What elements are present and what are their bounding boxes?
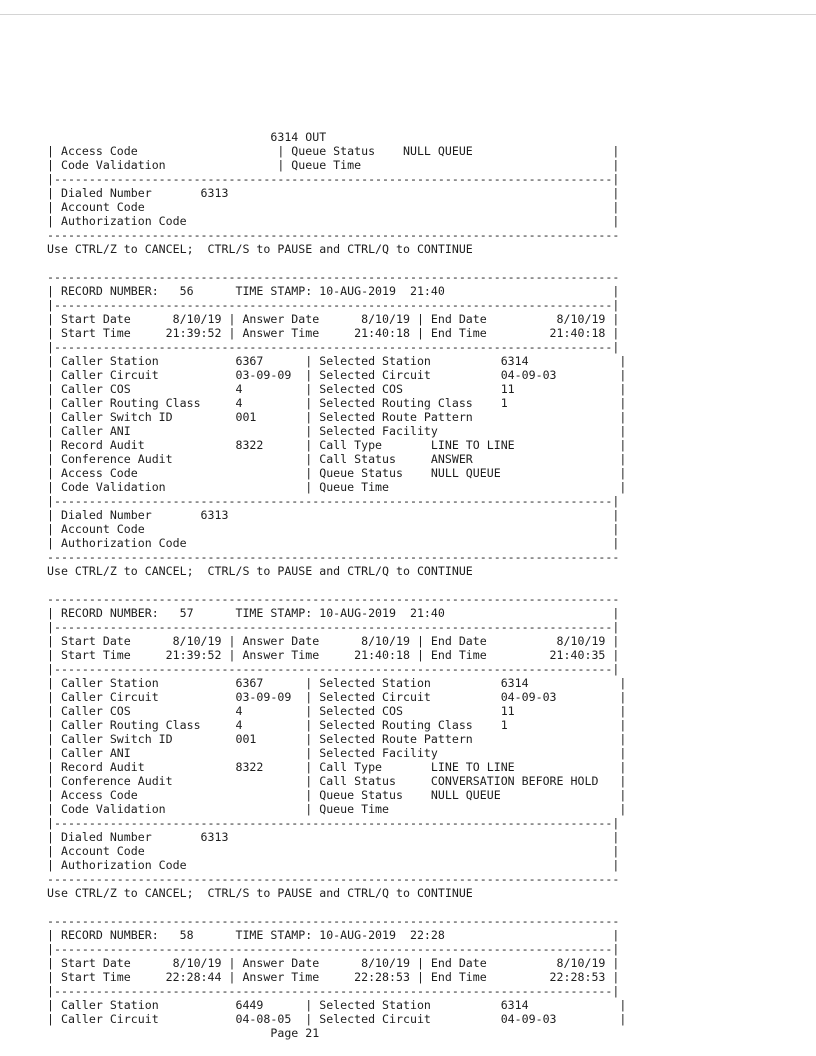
text-line: | Caller Station 6367 | Selected Station 6314 | bbox=[47, 354, 627, 368]
text-line: | Caller Station 6367 | Selected Station 6314 | bbox=[47, 676, 627, 690]
text-line: | Dialed Number 6313 | bbox=[47, 508, 620, 522]
text-line: | Caller Switch ID 001 | Selected Route Pattern | bbox=[47, 732, 627, 746]
text-line: ---------------------------------------------------------------------------------- bbox=[47, 914, 620, 928]
text-line: | Caller COS 4 | Selected COS 11 | bbox=[47, 382, 627, 396]
text-line: | RECORD NUMBER: 56 TIME STAMP: 10-AUG-2019 21:40 | bbox=[47, 284, 620, 298]
text-line: | Code Validation | Queue Time | bbox=[47, 158, 620, 172]
page-number: Page 21 bbox=[47, 1026, 320, 1040]
text-line: ---------------------------------------------------------------------------------- bbox=[47, 270, 620, 284]
text-line: | Account Code | bbox=[47, 200, 620, 214]
text-line: |--------------------------------------------------------------------------------| bbox=[47, 984, 620, 998]
text-line: Use CTRL/Z to CANCEL; CTRL/S to PAUSE and CTRL/Q to CONTINUE bbox=[47, 242, 473, 256]
text-line: | Record Audit 8322 | Call Type LINE TO LINE | bbox=[47, 760, 627, 774]
text-line bbox=[47, 900, 697, 914]
text-line: | RECORD NUMBER: 57 TIME STAMP: 10-AUG-2019 21:40 | bbox=[47, 606, 620, 620]
text-line: | Dialed Number 6313 | bbox=[47, 186, 620, 200]
text-line: | Caller Routing Class 4 | Selected Routing Class 1 | bbox=[47, 718, 627, 732]
scan-edge-line bbox=[0, 14, 816, 15]
text-line: ---------------------------------------------------------------------------------- bbox=[47, 550, 620, 564]
text-line: |--------------------------------------------------------------------------------| bbox=[47, 340, 620, 354]
text-line: |--------------------------------------------------------------------------------| bbox=[47, 172, 620, 186]
text-line: | Caller Circuit 03-09-09 | Selected Circuit 04-09-03 | bbox=[47, 368, 627, 382]
text-line: | Caller Station 6449 | Selected Station 6314 | bbox=[47, 998, 627, 1012]
text-line: Use CTRL/Z to CANCEL; CTRL/S to PAUSE and CTRL/Q to CONTINUE bbox=[47, 564, 473, 578]
text-line bbox=[47, 256, 697, 270]
text-line: | Caller Circuit 03-09-09 | Selected Circuit 04-09-03 | bbox=[47, 690, 627, 704]
text-line: | Authorization Code | bbox=[47, 858, 620, 872]
text-line: | RECORD NUMBER: 58 TIME STAMP: 10-AUG-2019 22:28 | bbox=[47, 928, 620, 942]
text-line: | Access Code | Queue Status NULL QUEUE | bbox=[47, 466, 627, 480]
text-line: Use CTRL/Z to CANCEL; CTRL/S to PAUSE and CTRL/Q to CONTINUE bbox=[47, 886, 473, 900]
text-line: |--------------------------------------------------------------------------------| bbox=[47, 662, 620, 676]
text-line: 6314 OUT bbox=[47, 130, 327, 144]
text-line: | Account Code | bbox=[47, 844, 620, 858]
text-line: | Start Time 22:28:44 | Answer Time 22:28:53 | End Time 22:28:53 | bbox=[47, 970, 620, 984]
text-line: |--------------------------------------------------------------------------------| bbox=[47, 494, 620, 508]
text-line bbox=[47, 578, 697, 592]
text-line: | Caller Circuit 04-08-05 | Selected Circuit 04-09-03 | bbox=[47, 1012, 627, 1026]
text-line: | Caller ANI | Selected Facility | bbox=[47, 746, 627, 760]
text-line: | Authorization Code | bbox=[47, 214, 620, 228]
text-line: | Start Time 21:39:52 | Answer Time 21:40:18 | End Time 21:40:18 | bbox=[47, 326, 620, 340]
text-line: | Access Code | Queue Status NULL QUEUE | bbox=[47, 144, 620, 158]
text-line: | Code Validation | Queue Time | bbox=[47, 480, 627, 494]
text-line: | Start Time 21:39:52 | Answer Time 21:40:18 | End Time 21:40:35 | bbox=[47, 648, 620, 662]
text-line: | Dialed Number 6313 | bbox=[47, 830, 620, 844]
text-line: | Caller COS 4 | Selected COS 11 | bbox=[47, 704, 627, 718]
text-line: | Record Audit 8322 | Call Type LINE TO LINE | bbox=[47, 438, 627, 452]
text-line: | Account Code | bbox=[47, 522, 620, 536]
text-line: | Caller Switch ID 001 | Selected Route Pattern | bbox=[47, 410, 627, 424]
text-line: | Caller Routing Class 4 | Selected Routing Class 1 | bbox=[47, 396, 627, 410]
text-line: | Access Code | Queue Status NULL QUEUE | bbox=[47, 788, 627, 802]
text-line: | Caller ANI | Selected Facility | bbox=[47, 424, 627, 438]
text-line: | Start Date 8/10/19 | Answer Date 8/10/19 | End Date 8/10/19 | bbox=[47, 634, 620, 648]
text-line: | Conference Audit | Call Status ANSWER | bbox=[47, 452, 627, 466]
text-line: |--------------------------------------------------------------------------------| bbox=[47, 298, 620, 312]
text-line: |--------------------------------------------------------------------------------| bbox=[47, 620, 620, 634]
text-line: | Conference Audit | Call Status CONVERSATION BEFORE HOLD | bbox=[47, 774, 627, 788]
text-line: |--------------------------------------------------------------------------------| bbox=[47, 942, 620, 956]
text-line: ---------------------------------------------------------------------------------- bbox=[47, 872, 620, 886]
text-line: | Start Date 8/10/19 | Answer Date 8/10/19 | End Date 8/10/19 | bbox=[47, 956, 620, 970]
text-line: |--------------------------------------------------------------------------------| bbox=[47, 816, 620, 830]
text-line: | Authorization Code | bbox=[47, 536, 620, 550]
text-line: | Code Validation | Queue Time | bbox=[47, 802, 627, 816]
text-line: | Start Date 8/10/19 | Answer Date 8/10/19 | End Date 8/10/19 | bbox=[47, 312, 620, 326]
text-line: ---------------------------------------------------------------------------------- bbox=[47, 228, 620, 242]
text-line: ---------------------------------------------------------------------------------- bbox=[47, 592, 620, 606]
